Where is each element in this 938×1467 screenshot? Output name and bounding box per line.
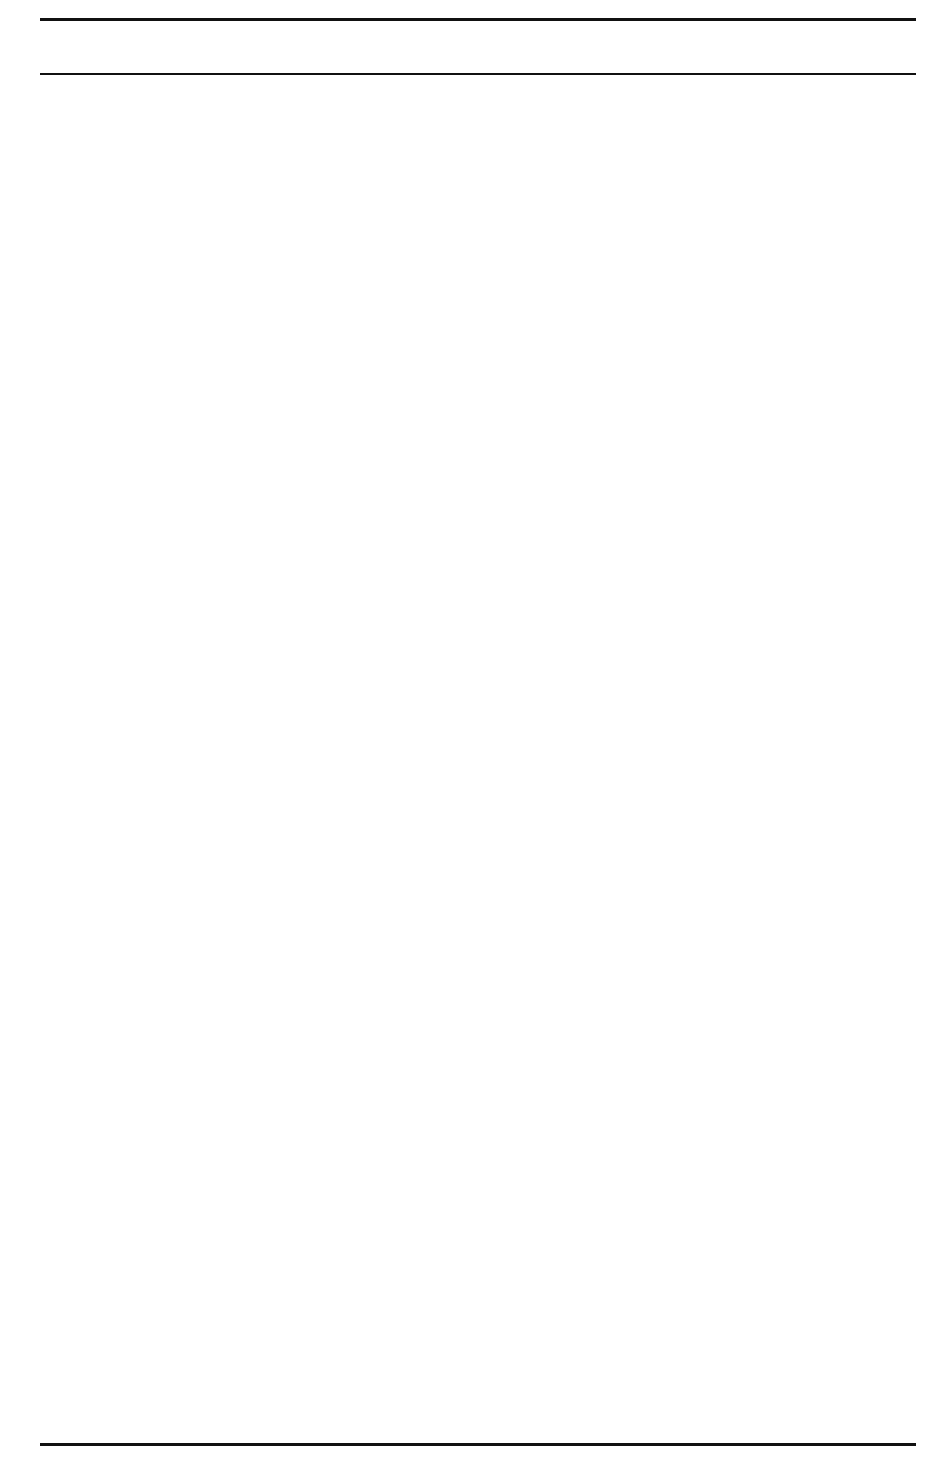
caption-rule bbox=[40, 73, 916, 75]
bottom-rule bbox=[40, 1443, 916, 1446]
top-rule bbox=[40, 18, 916, 21]
